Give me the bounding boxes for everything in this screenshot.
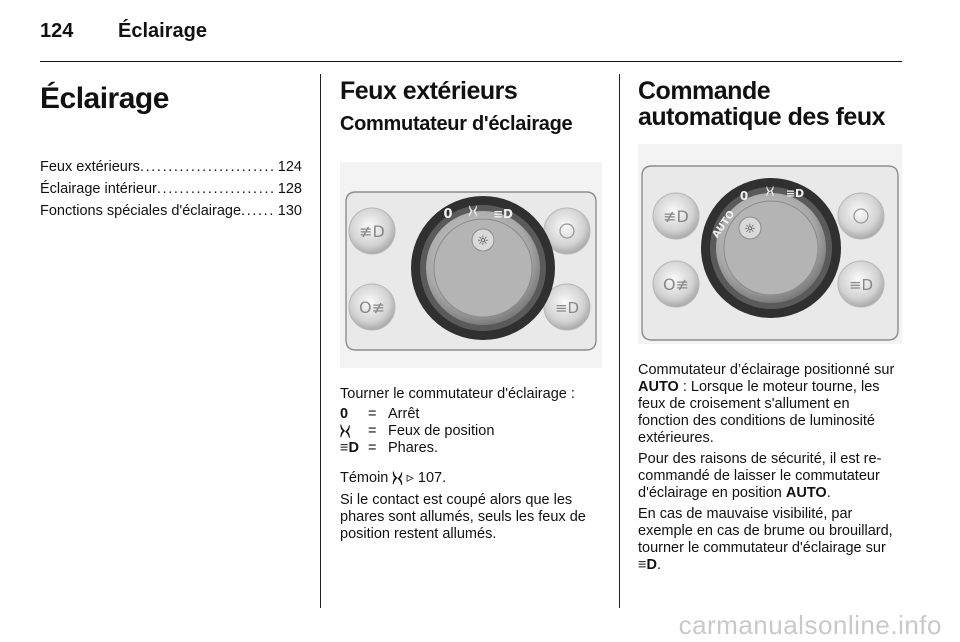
headlights-icon: ≡D — [638, 557, 657, 573]
equals-sign: = — [368, 406, 377, 422]
indicator-page-link[interactable]: 107. — [417, 470, 447, 486]
exterior-lights-column — [340, 74, 602, 543]
indicator-reference — [340, 470, 602, 487]
auto-paragraph-3: En cas de mauvaise visibilité, par exemple en cas de brume ou brouillard, tourner le commutateur d'éclairage sur ≡D. — [638, 506, 893, 573]
toc-entry-label: Éclairage intérieur — [40, 181, 157, 197]
rear-fog-button — [349, 284, 395, 330]
column-divider-1 — [320, 74, 321, 608]
toc-entry[interactable] — [40, 200, 302, 222]
symbol-row-headlights — [340, 440, 602, 457]
svg-text:≡D: ≡D — [492, 207, 514, 221]
auto-lights-column — [638, 74, 902, 574]
toc-column — [40, 74, 302, 222]
symbol-row-off — [340, 406, 602, 423]
watermark: carmanualsonline.info — [678, 610, 942, 640]
headlight-range-button — [838, 261, 884, 307]
auto-switch-figure — [638, 144, 902, 344]
toc-entry-page: 124 — [277, 159, 302, 175]
column-divider-2 — [619, 74, 620, 608]
toc-entry[interactable] — [40, 178, 302, 200]
auto-paragraph-2: Pour des raisons de sécurité, il est recommandé de laisser le commutateur d'éclairage en position AUTO. — [638, 451, 882, 501]
headlights-icon: ≡D — [340, 440, 359, 456]
symbol-label: Arrêt — [388, 406, 420, 422]
svg-text:O≢: O≢ — [663, 275, 689, 294]
instrument-dimmer-button — [838, 193, 884, 239]
parking-lights-icon: ⧽⧼ — [392, 470, 403, 486]
svg-text:⧽⧼: ⧽⧼ — [468, 203, 478, 217]
parking-lights-icon: ⧽⧼ — [340, 423, 351, 439]
knob-auto-label: AUTO — [710, 208, 738, 241]
svg-text:≡D: ≡D — [554, 299, 580, 317]
off-icon: 0 — [340, 406, 349, 422]
svg-text:☼: ☼ — [477, 234, 489, 249]
subsection-title: Commutateur d'éclairage — [340, 113, 573, 135]
auto-keyword: AUTO — [638, 379, 679, 395]
auto-paragraph-1: Commutateur d’éclairage positionné sur AUTO : Lorsque le moteur tourne, les feux de croisement s'allument en fonction des conditions de luminosité extérieures. — [638, 362, 895, 446]
fog-light-button — [349, 208, 395, 254]
page-number: 124 — [40, 20, 74, 42]
toc-leader — [140, 156, 276, 178]
symbol-label: Feux de position — [388, 423, 495, 439]
chapter-title: Éclairage — [118, 20, 207, 42]
switch-intro: Tourner le commutateur d'éclairage : — [340, 386, 575, 402]
toc-leader — [157, 178, 276, 200]
svg-text:⧽⧼: ⧽⧼ — [766, 184, 774, 197]
svg-text:≢D: ≢D — [359, 222, 385, 241]
toc-entry-label: Fonctions spéciales d'éclairage — [40, 203, 242, 219]
toc-leader — [241, 200, 276, 222]
equals-sign: = — [368, 440, 377, 456]
toc-entry[interactable] — [40, 156, 302, 178]
auto-keyword: AUTO — [785, 485, 827, 501]
chapter-heading: Éclairage — [40, 82, 169, 115]
main-light-knob — [411, 196, 555, 340]
svg-text:≡D: ≡D — [785, 187, 805, 200]
svg-text:≡D: ≡D — [848, 276, 874, 294]
symbol-list — [340, 406, 602, 457]
auto-section-title: Commande automatique des feux — [638, 77, 885, 131]
indicator-label: Témoin — [340, 470, 389, 486]
section-title: Feux extérieurs — [340, 77, 518, 105]
toc-entry-page: 128 — [277, 181, 302, 197]
symbol-label: Phares. — [388, 440, 438, 456]
toc-entry-page: 130 — [277, 203, 302, 219]
svg-text:☼: ☼ — [744, 222, 756, 237]
knob-off-label: 0 — [739, 189, 749, 203]
svg-text:≢D: ≢D — [663, 207, 689, 226]
svg-text:O≢: O≢ — [359, 298, 385, 317]
fog-light-button — [653, 193, 699, 239]
toc-entry-label: Feux extérieurs — [40, 159, 140, 175]
light-switch-figure — [340, 162, 602, 368]
main-light-knob — [701, 178, 841, 318]
ignition-paragraph: Si le contact est coupé alors que les phares sont allumés, seuls les feux de position restent allumés. — [340, 492, 586, 542]
table-of-contents — [40, 156, 302, 222]
equals-sign: = — [368, 423, 377, 439]
page-reference-arrow-icon: ▹ — [406, 470, 414, 486]
rear-fog-button — [653, 261, 699, 307]
knob-off-label: 0 — [443, 207, 453, 222]
header-rule — [40, 61, 902, 62]
light-switch-illustration — [340, 162, 602, 368]
symbol-row-parking — [340, 423, 602, 440]
auto-switch-illustration — [638, 144, 902, 344]
